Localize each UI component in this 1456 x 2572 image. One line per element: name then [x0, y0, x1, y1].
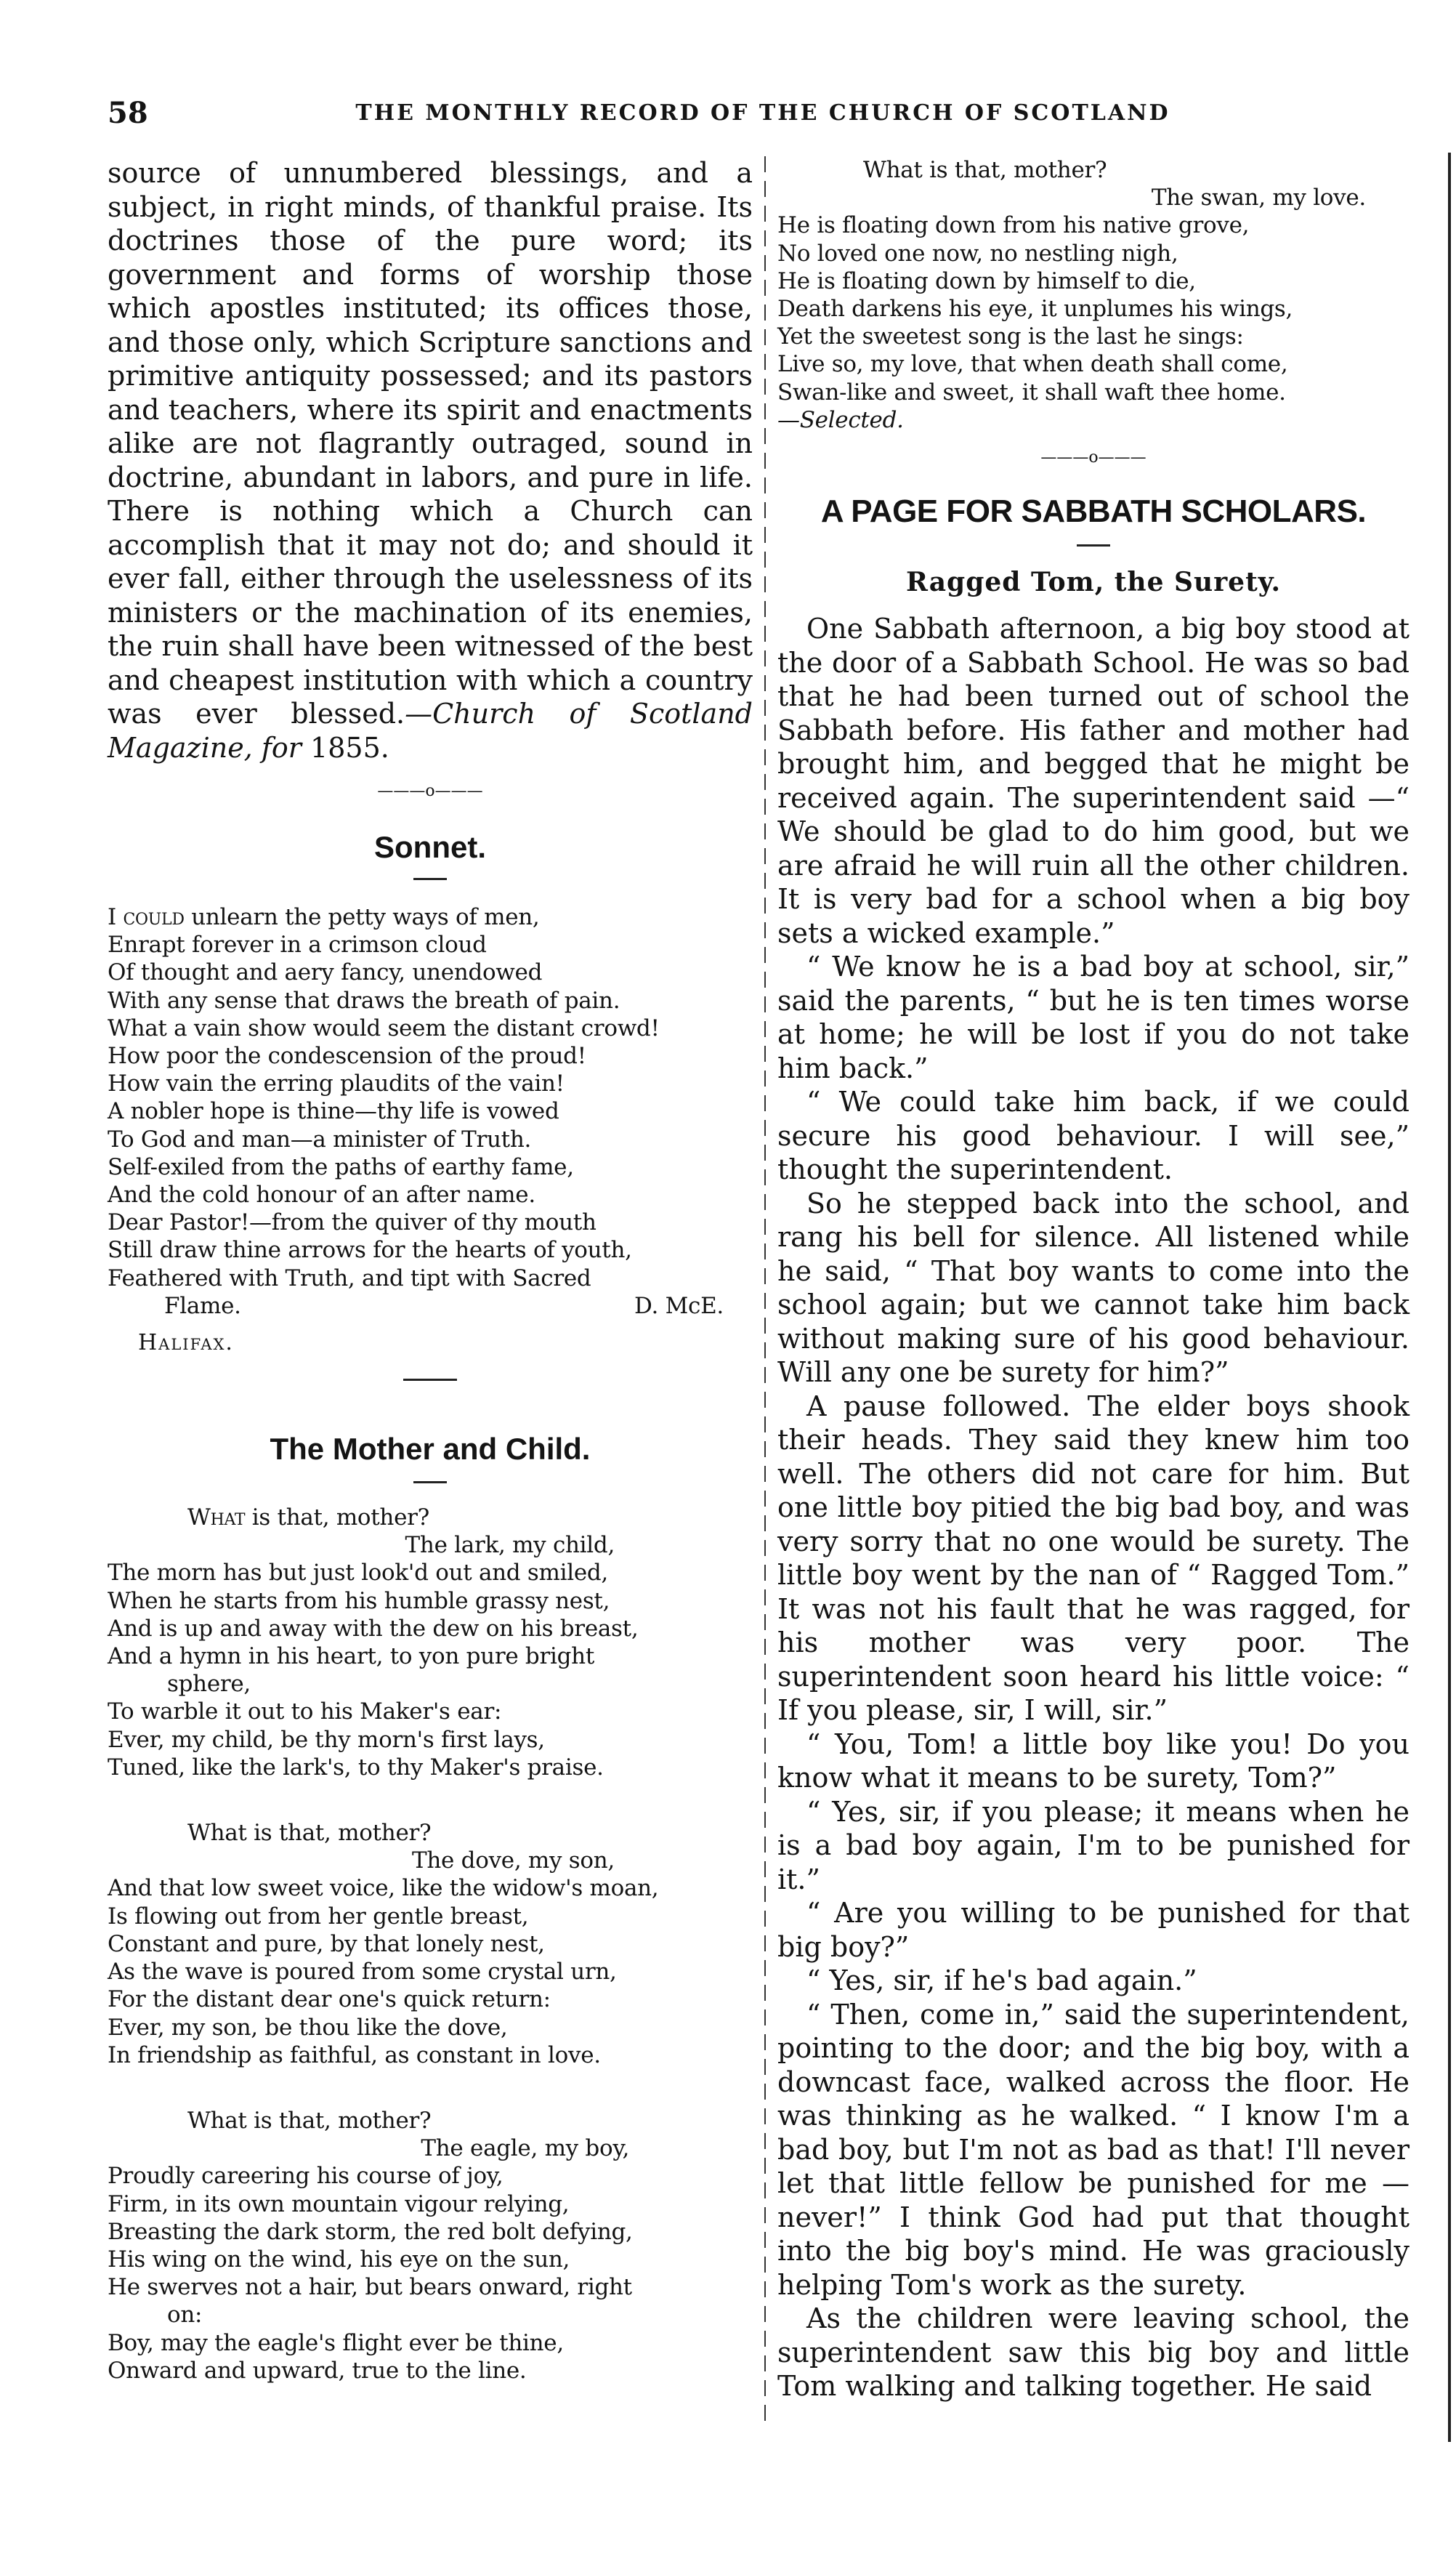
ornament-divider: ———o——— [377, 782, 483, 800]
verse-line: And a hymn in his heart, to yon pure bright [108, 1643, 594, 1670]
story-paragraph: As the children were leaving school, the superintendent saw this big boy and little Tom walking and talking together. He said [777, 2302, 1410, 2403]
poem-credit: —Selected. [777, 406, 904, 433]
verse-line: His wing on the wind, his eye on the sun, [108, 2246, 570, 2273]
verse-line: Proudly careering his course of joy, [108, 2163, 503, 2190]
mother-child-title: The Mother and Child. [270, 1432, 591, 1467]
stanza-question: What is that, mother? [187, 1820, 432, 1847]
section-title: A PAGE FOR SABBATH SCHOLARS. [820, 493, 1367, 530]
verse-line: And is up and away with the dew on his breast, [108, 1615, 639, 1642]
sonnet-line: How vain the erring plaudits of the vain! [108, 1071, 565, 1097]
story-title: Ragged Tom, the Surety. [905, 567, 1282, 598]
mother-child-stanza-2 [108, 1819, 753, 2069]
story-body [777, 612, 1410, 2403]
verse-line: Ever, my son, be thou like the dove, [108, 2014, 508, 2041]
stanza-question: What is that, mother? [187, 1504, 429, 1531]
story-paragraph: “ Yes, sir, if he's bad again.” [806, 1964, 1197, 1997]
sonnet-signature: D. McE. [634, 1292, 724, 1319]
verse-line: When he starts from his humble grassy nest, [108, 1587, 610, 1614]
stanza-answer: The eagle, my boy, [421, 2135, 629, 2162]
verse-line: For the distant dear one's quick return: [108, 1986, 551, 2013]
column-divider [764, 156, 766, 2424]
verse-line: Boy, may the eagle's flight ever be thine, [108, 2329, 564, 2356]
story-paragraph: One Sabbath afternoon, a big boy stood at the door of a Sabbath School. He was so bad that he had been turned out of school the Sabbath before. His father and mother had brought him, and begged that he might be received again. The superintendent said —“ We should be glad to do him good, but we are afraid he will ruin all the other children. It is very bad for a school when a big boy sets a wicked example.” [777, 613, 1410, 949]
running-head: THE MONTHLY RECORD OF THE CHURCH OF SCOTLAND [355, 100, 1170, 126]
stanza-answer: The swan, my love. [1151, 185, 1366, 211]
verse-line: He swerves not a hair, but bears onward, right [108, 2274, 632, 2301]
verse-line: He is floating down by himself to die, [777, 267, 1196, 294]
mother-child-stanza-1 [108, 1504, 753, 1781]
verse-line: And that low sweet voice, like the widow's moan, [108, 1875, 659, 1902]
title-dash [413, 878, 447, 880]
sonnet-place: Halifax. [138, 1330, 234, 1356]
sonnet-line: I could unlearn the petty ways of men, [108, 904, 540, 930]
sonnet-line: Self-exiled from the paths of earthy fame, [108, 1153, 574, 1180]
verse-line: Breasting the dark storm, the red bolt defying, [108, 2218, 633, 2245]
sonnet-line: What a vain show would seem the distant crowd! [108, 1015, 660, 1041]
intro-text: source of unnumbered blessings, and a subject, in right minds, of thankful praise. Its doctrines those of the pure word; its government and forms of worship those which apostles instituted; its offices those, and those only, which Scripture sanctions and primitive antiquity possessed; and its pastors and teachers, where its spirit and enactments alike are not flagrantly outraged, sound in doctrine, abundant in labors, and pure in life. There is nothing which a Church can accomplish that it may not do; and should it ever fall, either through the uselessness of its ministers or the machination of its enemies, the ruin shall have been witnessed of the best and cheapest institution with which a country was ever blessed. [108, 157, 753, 730]
verse-line: Is flowing out from her gentle breast, [108, 1903, 529, 1930]
intro-paragraph [108, 156, 753, 765]
ornament-divider: ———o——— [1040, 448, 1146, 467]
verse-line: He is floating down from his native grove, [777, 212, 1250, 239]
sonnet-text [108, 903, 753, 1320]
title-dash [1077, 544, 1110, 547]
left-column [108, 156, 753, 2384]
sonnet-line: Dear Pastor!—from the quiver of thy mouth [108, 1209, 596, 1236]
section-dash [403, 1379, 457, 1381]
verse-line: Swan-like and sweet, it shall waft thee home. [777, 379, 1286, 406]
verse-line: No loved one now, no nestling nigh, [777, 240, 1178, 267]
sonnet-line: Enrapt forever in a crimson cloud [108, 932, 487, 959]
verse-line: Yet the sweetest song is the last he sings: [777, 323, 1244, 350]
sonnet-line: To God and man—a minister of Truth. [108, 1126, 532, 1153]
story-paragraph: “ We know he is a bad boy at school, sir,” said the parents, “ but he is ten times worse at home; he will be lost if you do not take him back.” [777, 951, 1410, 1084]
verse-line: on: [167, 2302, 203, 2329]
sonnet-line: With any sense that draws the breath of pain. [108, 987, 620, 1014]
verse-line: Death darkens his eye, it unplumes his wings, [777, 296, 1293, 323]
verse-line: sphere, [167, 1671, 251, 1698]
sonnet-line: How poor the condescension of the proud! [108, 1043, 586, 1070]
stanza-answer: The dove, my son, [412, 1847, 615, 1874]
intro-year: 1855. [310, 731, 389, 764]
verse-line: Live so, my love, that when death shall come, [777, 351, 1288, 378]
sonnet-closing [108, 1292, 753, 1320]
story-paragraph: “ Then, come in,” said the superintendent, pointing to the door; and the big boy, with a downcast face, walked across the floor. He was thinking as he walked. “ I know I'm a bad boy, but I'm not as bad as that! I'll never let that little fellow be punished for me —never!” I think God had put that thought into the big boy's mind. He was graciously helping Tom's work as the surety. [777, 1998, 1410, 2301]
mother-child-stanza-4 [777, 156, 1410, 434]
sonnet-line: Feathered with Truth, and tipt with Sacred [108, 1265, 591, 1291]
page-number: 58 [108, 96, 148, 130]
verse-line: Ever, my child, be thy morn's first lays, [108, 1726, 545, 1753]
title-dash [413, 1481, 447, 1483]
sonnet-line: Still draw thine arrows for the hearts of youth, [108, 1237, 632, 1264]
verse-line: To warble it out to his Maker's ear: [108, 1698, 502, 1725]
story-paragraph: A pause followed. The elder boys shook their heads. They said they knew him too well. The others did not care for him. But one little boy pitied the big bad boy, and was very sorry that no one would be surety. The little boy went by the nan of “ Ragged Tom.” It was not his fault that he was ragged, for his mother was very poor. The superintendent soon heard his little voice: “ If you please, sir, I will, sir.” [777, 1390, 1410, 1727]
story-paragraph: “ Yes, sir, if you please; it means when he is a bad boy again, I'm to be punished for it.” [777, 1795, 1410, 1895]
intro-citation: —Church of Scotland Magazine, for [108, 698, 753, 764]
sonnet-line: And the cold honour of an after name. [108, 1182, 535, 1209]
right-column [777, 156, 1410, 2403]
story-paragraph: “ You, Tom! a little boy like you! Do you know what it means to be surety, Tom?” [777, 1728, 1410, 1794]
verse-line: Tuned, like the lark's, to thy Maker's praise. [108, 1754, 604, 1781]
sonnet-line: A nobler hope is thine—thy life is vowed [108, 1098, 559, 1125]
page-edge-line [1448, 153, 1451, 2442]
stanza-question: What is that, mother? [863, 157, 1107, 183]
verse-line: As the wave is poured from some crystal urn, [108, 1959, 617, 1986]
verse-line: The morn has but just look'd out and smiled, [108, 1560, 608, 1587]
sonnet-title: Sonnet. [374, 830, 486, 864]
story-paragraph: “ Are you willing to be punished for that big boy?” [777, 1897, 1410, 1963]
mother-child-stanza-3 [108, 2107, 753, 2384]
verse-line: Onward and upward, true to the line. [108, 2357, 527, 2384]
story-paragraph: So he stepped back into the school, and rang his bell for silence. All listened while he said, “ That boy wants to come into the school again; but we cannot take him back without making sure of his good behaviour. Will any one be surety for him?” [777, 1187, 1410, 1389]
verse-line: Firm, in its own mountain vigour relying, [108, 2190, 570, 2217]
sonnet-last-word: Flame. [164, 1292, 241, 1319]
story-paragraph: “ We could take him back, if we could secure his good behaviour. I will see,” thought the superintendent. [777, 1086, 1410, 1186]
sonnet-line: Of thought and aery fancy, unendowed [108, 959, 543, 986]
verse-line: Constant and pure, by that lonely nest, [108, 1930, 545, 1957]
verse-line: In friendship as faithful, as constant in love. [108, 2041, 601, 2068]
stanza-question: What is that, mother? [187, 2107, 432, 2134]
stanza-answer: The lark, my child, [405, 1532, 615, 1559]
